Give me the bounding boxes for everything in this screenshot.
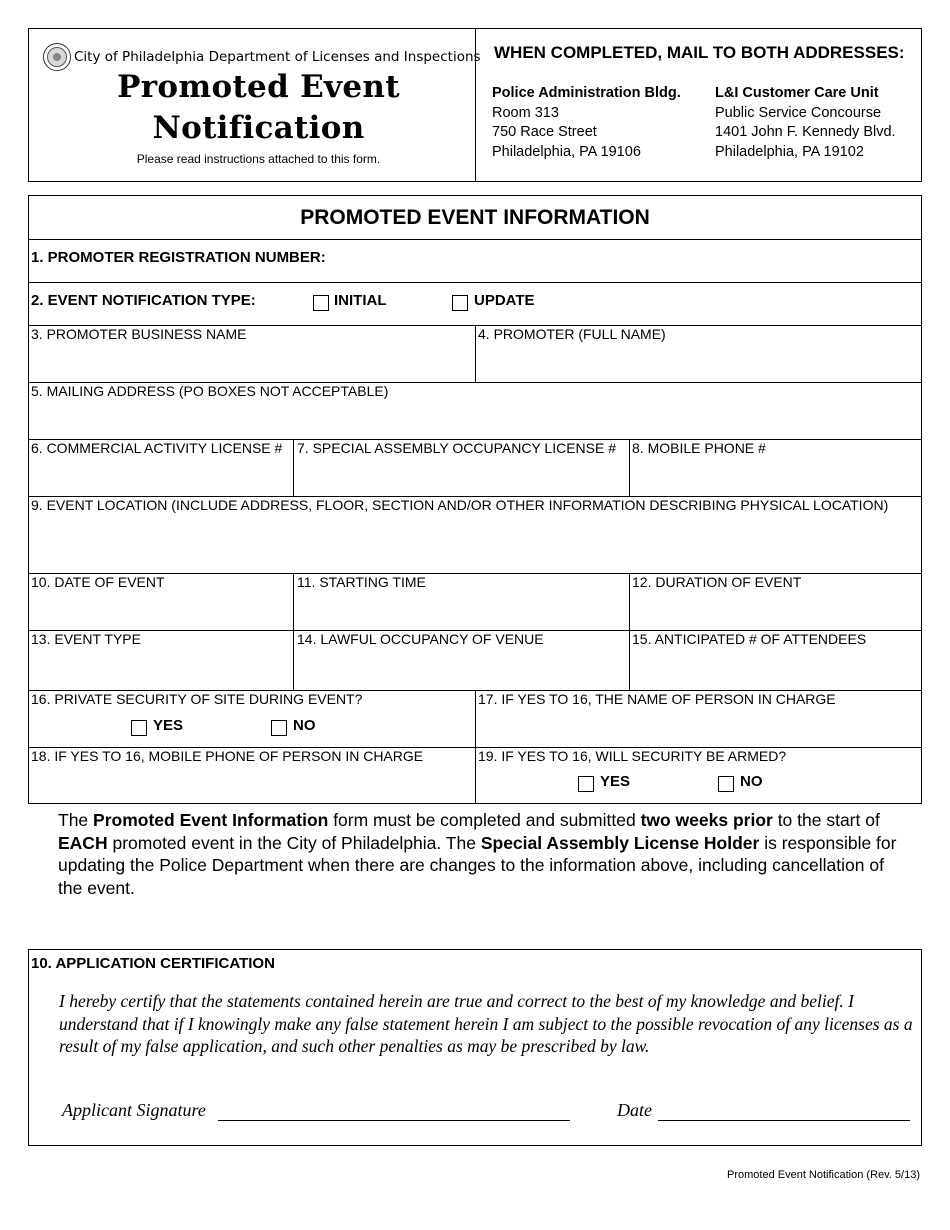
text-run: to the start of	[772, 810, 880, 830]
business-name-label: 3. PROMOTER BUSINESS NAME	[31, 326, 247, 342]
bold-run: two weeks prior	[640, 810, 773, 830]
bold-run: EACH	[58, 832, 108, 853]
security-no-checkbox[interactable]	[271, 720, 287, 736]
address-line: 1401 John F. Kennedy Blvd.	[715, 124, 896, 140]
event-information-form	[28, 195, 922, 804]
form-header	[28, 28, 922, 182]
assembly-license-label: 7. SPECIAL ASSEMBLY OCCUPANCY LICENSE #	[297, 440, 617, 456]
police-address	[492, 84, 681, 162]
person-phone-label: 18. IF YES TO 16, MOBILE PHONE OF PERSON IN CHARGE	[31, 748, 424, 764]
form-title-line1: Promoted Event	[117, 69, 400, 105]
address-name: L&I Customer Care Unit	[715, 85, 879, 101]
divider	[475, 325, 476, 382]
submission-instructions	[58, 809, 908, 899]
attendees-label: 15. ANTICIPATED # OF ATTENDEES	[632, 631, 867, 647]
certification-title: 10. APPLICATION CERTIFICATION	[31, 955, 275, 972]
divider	[293, 573, 294, 690]
text-run: The	[58, 810, 94, 830]
form-revision: Promoted Event Notification (Rev. 5/13)	[727, 1169, 920, 1181]
bold-run: Promoted Event Information	[93, 810, 329, 830]
address-line: Public Service Concourse	[715, 104, 882, 121]
security-no-label: NO	[293, 717, 316, 734]
address-line: Room 313	[492, 104, 559, 121]
form-title-line2: Notification	[152, 110, 365, 146]
address-line: Philadelphia, PA 19106	[492, 143, 641, 160]
text-run: is responsible for updating the Police Department when there are changes to the information above, including cancellation of the event.	[58, 832, 897, 898]
mobile-phone-label: 8. MOBILE PHONE #	[632, 440, 766, 456]
agency-name: City of Philadelphia Department of Licenses and Inspections	[74, 49, 481, 65]
certification-statement: I hereby certify that the statements contained herein are true and correct to the best of my knowledge and belief. I understand that if I knowingly make any false statement herein I am subject to the possible revocation of any licenses as a result of my false application, and such other penalties as may be prescribed by law.	[59, 991, 913, 1056]
security-armed-label: 19. IF YES TO 16, WILL SECURITY BE ARMED?	[478, 748, 787, 764]
person-in-charge-label: 17. IF YES TO 16, THE NAME OF PERSON IN CHARGE	[478, 691, 836, 707]
security-yes-checkbox[interactable]	[131, 720, 147, 736]
private-security-label: 16. PRIVATE SECURITY OF SITE DURING EVENT?	[31, 691, 363, 707]
update-checkbox[interactable]	[452, 295, 468, 311]
mail-heading: WHEN COMPLETED, MAIL TO BOTH ADDRESSES:	[494, 43, 905, 62]
divider	[629, 573, 630, 690]
armed-no-checkbox[interactable]	[718, 776, 734, 792]
signature-label: Applicant Signature	[62, 1100, 206, 1120]
divider	[293, 439, 294, 496]
date-label: Date	[617, 1100, 652, 1120]
armed-no-label: NO	[740, 773, 763, 790]
start-time-label: 11. STARTING TIME	[297, 574, 426, 590]
notification-type-label: 2. EVENT NOTIFICATION TYPE:	[31, 292, 256, 309]
event-location-label: 9. EVENT LOCATION (INCLUDE ADDRESS, FLOOR, SECTION AND/OR OTHER INFORMATION DESCRIBING PHYSICAL LOCATION)	[31, 497, 889, 513]
bold-run: Special Assembly License Holder	[480, 832, 760, 853]
divider	[29, 239, 921, 240]
security-yes-label: YES	[153, 717, 184, 734]
promoter-name-label: 4. PROMOTER (FULL NAME)	[478, 326, 666, 342]
text-run: promoted event in the City of Philadelphia. The	[107, 832, 481, 853]
initial-label: INITIAL	[334, 292, 387, 309]
update-label: UPDATE	[474, 292, 535, 309]
address-line: 750 Race Street	[492, 124, 597, 140]
date-line[interactable]	[658, 1120, 910, 1121]
promoter-registration-label: 1. PROMOTER REGISTRATION NUMBER:	[31, 249, 326, 266]
commercial-license-label: 6. COMMERCIAL ACTIVITY LICENSE #	[31, 440, 283, 456]
event-date-label: 10. DATE OF EVENT	[31, 574, 165, 590]
application-certification	[28, 949, 922, 1146]
text-run: form must be completed and submitted	[328, 810, 641, 830]
signature-line[interactable]	[218, 1120, 570, 1121]
mailing-address-label: 5. MAILING ADDRESS (PO BOXES NOT ACCEPTABLE)	[31, 383, 389, 399]
lawful-occupancy-label: 14. LAWFUL OCCUPANCY OF VENUE	[297, 631, 544, 647]
initial-checkbox[interactable]	[313, 295, 329, 311]
address-line: Philadelphia, PA 19102	[715, 143, 864, 160]
armed-yes-label: YES	[600, 773, 631, 790]
duration-label: 12. DURATION OF EVENT	[632, 574, 802, 590]
divider	[629, 439, 630, 496]
divider	[475, 690, 476, 803]
instructions-note: Please read instructions attached to this form.	[136, 152, 381, 166]
address-name: Police Administration Bldg.	[492, 85, 681, 101]
event-type-label: 13. EVENT TYPE	[31, 631, 141, 647]
li-address	[715, 84, 896, 162]
section-title: PROMOTED EVENT INFORMATION	[300, 206, 650, 229]
armed-yes-checkbox[interactable]	[578, 776, 594, 792]
divider	[29, 282, 921, 283]
